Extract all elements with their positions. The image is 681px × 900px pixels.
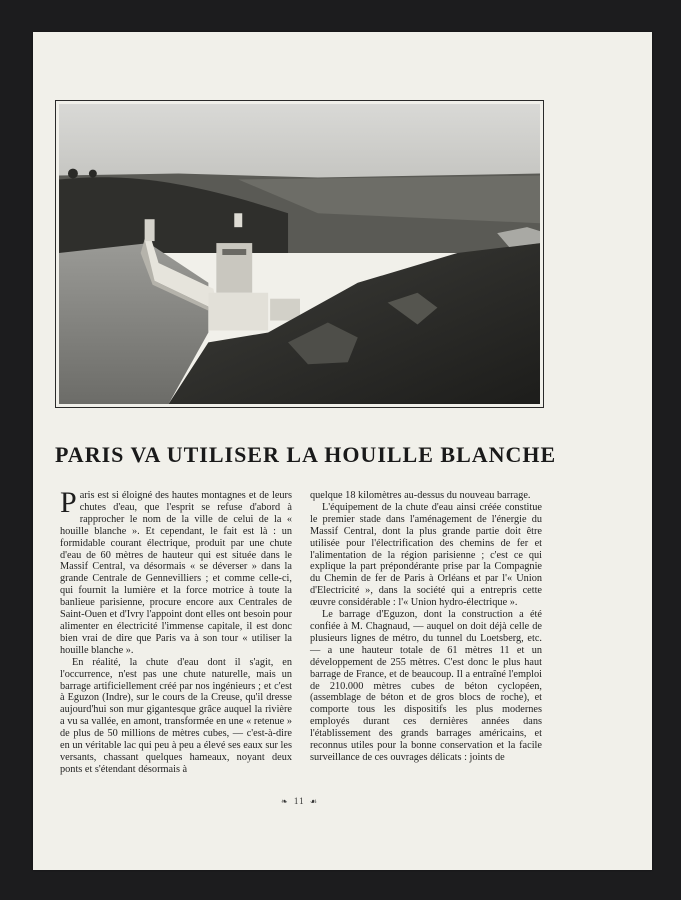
- ornament-left-icon: ❧: [280, 797, 289, 806]
- ornament-right-icon: ☙: [309, 797, 319, 806]
- dam-photograph: [55, 100, 544, 408]
- drop-cap: P: [60, 486, 77, 519]
- page-folio: [55, 796, 544, 806]
- magazine-page: [33, 32, 652, 870]
- article-column-right: [310, 490, 542, 764]
- dam-photograph-image: [59, 104, 540, 404]
- article-column-left: [60, 486, 292, 776]
- article-paragraph: L'équipement de la chute d'eau ainsi créée constitue le premier stade dans l'aménagement de l'énergie du Massif Central, dont la plus grande partie doit être utilisée pour l'électrification des chemins de fer et l'alimentation de la région parisienne ; c'est ce qui explique la part prépondérante prise par la Compagnie du Chemin de fer de Paris à Orléans et par l'« Union d'Electricité », dans la société qui a entrepris cette œuvre considérable : l'« Union hydro-électrique ».: [310, 501, 542, 609]
- page-number: 11: [293, 796, 305, 806]
- article-paragraph: En réalité, la chute d'eau dont il s'agit, en l'occurrence, n'est pas une chute naturelle, mais un barrage artificiellement créé par nos ingénieurs ; et c'est à Eguzon (Indre), sur le cours de la Creuse, qu'il dresse aujourd'hui son mur gigantesque grâce auquel la rivière a vu sa vallée, en amont, transformée en une « retenue » de plus de 50 millions de mètres cubes, — c'est-à-dire en un véritable lac qui peu à peu a élevé ses eaux sur les versants, chassant quelques hameaux, noyant deux ponts et s'étendant désormais à: [60, 656, 292, 775]
- article-paragraph: [60, 486, 292, 657]
- paragraph-text: aris est si éloigné des hautes montagnes et de leurs chutes d'eau, que l'esprit se refuse d'abord à rapprocher le nom de la ville de celui de la « houille blanche ». Et cependant, le fait est là : un formidable courant électrique, produit par une chute d'eau de 60 mètres de hauteur qui est située dans le Massif Central, va désormais « se déverser » dans la grande Centrale de Gennevilliers ; et comme celle-ci, qui fournit la lumière et la force motrice à toute la banlieue parisienne, procure encore aux Centrales de Saint-Ouen et d'Ivry l'appoint dont elles ont besoin pour alimenter en électricité l'immense capitale, il est donc bien vrai de dire que Paris va à son tour « utiliser la houille blanche ».: [60, 490, 292, 656]
- article-paragraph: Le barrage d'Eguzon, dont la construction a été confiée à M. Chagnaud, — auquel on doit déjà celle de plusieurs lignes de métro, du tunnel du Loetsberg, etc. — a une hauteur totale de 61 mètres 11 et un développement de 255 mètres. C'est donc le plus haut barrage de France, et de beaucoup. Il a entraîné l'emploi de 210.000 mètres cubes de béton cyclopéen, (assemblage de béton et de gros blocs de roche), et comporte tous les dispositifs les plus modernes employés durant ces dernières années dans l'établissement des grands barrages américains, et reconnus utiles pour la bonne conservation et la facile surveillance de ces ouvrages délicats : joints de: [310, 609, 542, 763]
- article-title: PARIS VA UTILISER LA HOUILLE BLANCHE: [55, 442, 557, 467]
- article-paragraph: quelque 18 kilomètres au-dessus du nouveau barrage.: [310, 490, 531, 501]
